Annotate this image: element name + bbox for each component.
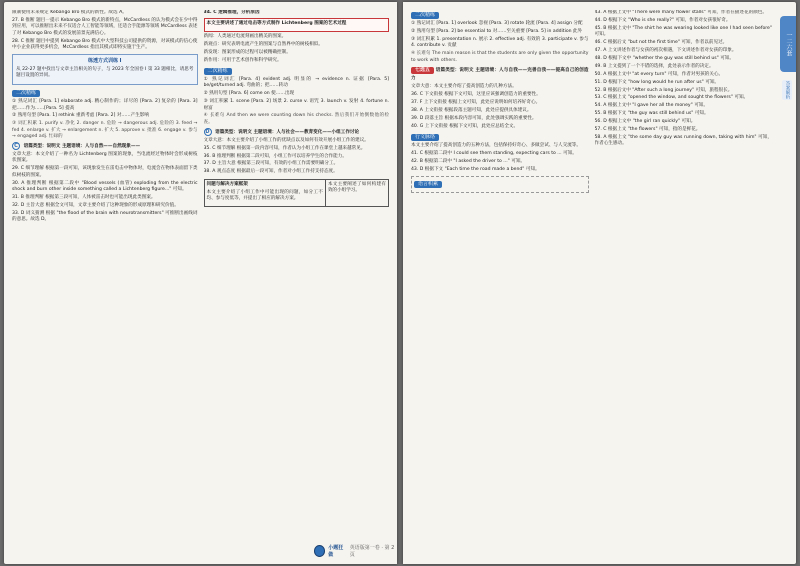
- reading-title: 语篇类型：说明文 主题语境：人与自我——完善自我——提高自己的创造力: [411, 68, 589, 82]
- text-paragraph: 36. C 下文衔接 根据下文可知，这里应该强调创造力的重要性。: [411, 92, 541, 98]
- text-paragraph: ④ 长难句 The main reason is that the students are only given the opportunity to work with others.: [411, 51, 589, 63]
- text-paragraph: 新观点：研究表明电流产生的图案与自然界中的树枝相似。: [203, 42, 323, 48]
- section-tag: 二次精练: [12, 90, 40, 97]
- reading-header: [411, 65, 589, 82]
- text-paragraph: ② 熟用句型 [Para. 6] come on 使……出现: [203, 91, 295, 97]
- answer-guide-chip: 答案解析: [782, 80, 792, 100]
- reading-label-icon: C: [12, 142, 20, 150]
- text-paragraph: 27. B 推断 题目一提示 Kebango Bro 模式的新特点，McCardless 的认为模式会在少中得到应用，可以推断出未来不仅适合人工智能等领域，还适合手能源等领域 McCardless 表述了对 Kebango Bro 模式的发展前景充满信心。: [12, 17, 198, 36]
- text-paragraph: 47. A 上文讲述作者与女孩的初次相遇，下文讲述作者对女孩的印象。: [594, 48, 737, 54]
- text-paragraph: ③ 词汇积累 1. presentation n. 展示 2. effective adj. 有效的 3. participate v. 参与 4. contribute v. 贡献: [411, 36, 589, 49]
- summary-callout: [204, 18, 390, 32]
- text-paragraph: ③ 词汇积累 1. scene [Para. 2] 场景 2. curse v. 诅咒 3. launch v. 发射 4. fortune n. 财富: [203, 99, 389, 111]
- text-paragraph: 限制使用未来规定 Kebango Bro 模式的新性。故选 A。: [12, 10, 127, 15]
- text-paragraph: 52. B 根据后文中 "After such a long journey" 可知，旅程很长。: [594, 87, 733, 93]
- text-paragraph: 37. F 上下文衔接 根据上文可知，此处应说明如何培养好奇心。: [411, 100, 541, 106]
- text-paragraph: ② 熟用句型 [Para. 2] be essential to 对……至关重要 [Para. 5] in addition 此外: [411, 28, 583, 34]
- reading-header: [12, 142, 198, 150]
- text-paragraph: 50. A 根据上文中 "at every turn" 可知，作者对男孩的关心。: [594, 71, 724, 77]
- text-paragraph: 文章大意：本文主要介绍了提高创造力的几种方法。: [411, 84, 517, 90]
- problem-solution-table: [204, 179, 390, 207]
- table-left-text: 本文主要介绍了小组工作中可能出现的问题，如分工不均、参与度低等，并提出了相应的解决方案。: [206, 189, 323, 202]
- text-paragraph: 42. B 根据第二段中 "I asked the driver to ..." 可知。: [411, 158, 526, 164]
- text-paragraph: 本文主要介绍了提高创造力的五种方法，包括保持好奇心、多做尝试、与人交流等。: [411, 142, 581, 148]
- text-paragraph: 48. D 根据下文中 "whether the guy was still behind us" 可知。: [594, 55, 734, 61]
- left-page: [4, 2, 397, 564]
- section-tag: 语言积累: [414, 181, 442, 188]
- text-paragraph: ③ 词汇积累 1. purify v. 净化 2. danger n. 危险 → dangerous adj. 危险的 3. feed → fed 4. enlarge v. 扩大 → enlargement n. 扩大 5. approve v. 批准 6. engage v. 参与 → engaged adj. 忙碌的: [12, 121, 198, 140]
- text-paragraph: 54. A 根据上文中 "I gave her all the money" 可知。: [594, 103, 708, 109]
- text-paragraph: ④ 长难句 And then we were counting down his checks. 然后我们开始倒数他的检查。: [203, 113, 389, 125]
- section-tag: 行文脉络: [411, 134, 439, 141]
- left-page-footer: [314, 544, 397, 558]
- table-right-cell: [326, 180, 388, 206]
- text-paragraph: 44. D 根据下文 "Who is she really?" 可知，作者对女孩很好奇。: [594, 17, 731, 23]
- text-paragraph: 43. D 根据下文 "Each time the road made a bend" 可知。: [411, 166, 540, 172]
- practice-box-title: 练透方式训练 I: [87, 58, 122, 65]
- table-right-text: 本文主要阐述了如何构建有效的小组学习。: [327, 181, 386, 194]
- section-tag: 二次精练: [411, 12, 439, 19]
- right-column-2: [595, 10, 773, 540]
- text-paragraph: 39. D 段落主旨 根据本段内容可知，此处强调实践的重要性。: [411, 115, 537, 121]
- text-paragraph: 38. A 观点态度 根据最后一段可知，作者对小组工作持支持态度。: [203, 169, 338, 175]
- text-paragraph: ① 熟记词汇 [Para. 1] elaborate adj. 精心制作的；详尽的 [Para. 2] 复杂的 [Para. 3] 把……作为……[Para. 5] 提高: [12, 99, 198, 111]
- book-spread: [4, 2, 796, 564]
- chapter-side-tab: 一二六套: [780, 16, 796, 72]
- right-column-1: [411, 10, 589, 540]
- text-paragraph: ① 熟记词汇 [Para. 4] evident adj. 明显的 → evidence n. 证据 [Para. 5] be/get/turned adj. 弯曲的；把……转动: [203, 76, 389, 89]
- practice-box-text: 从 22-27 题中找出与文章主旨相关的句子，与 2023 年全国卷 I 第 33 题相比，请思考题目设置的异同。: [16, 66, 194, 79]
- text-paragraph: ② 熟用句型 [Para. 1] rethink 重新考虑 [Para. 2] 对……产生影响: [12, 113, 149, 119]
- text-paragraph: 新发现：图案形成的过程可以被精确控制。: [203, 50, 291, 56]
- text-paragraph: ① 熟记词汇 [Para. 1] overlook 忽视 [Para. 3] rotate 轮流 [Para. 4] assign 分配: [411, 21, 583, 26]
- text-paragraph: 38. A 上文衔接 根据段落主题可知，此处应提供具体建议。: [411, 108, 532, 114]
- reading-header: [204, 128, 390, 136]
- text-paragraph: 46. C 根据后文 "but not the first time" 可知，作者以前见过。: [594, 40, 728, 46]
- callout-text: 本文主要讲述了通过电击等方式制作 Lichtenberg 图案的艺术过程: [206, 21, 347, 27]
- text-paragraph: 32. D 主旨大意 根据全文可知，文章主要介绍了这种现象的形成原理和研究价值。: [12, 202, 179, 208]
- text-paragraph: 新作用：可用于艺术创作和科学研究。: [203, 58, 282, 64]
- text-paragraph: 37. D 主旨大意 根据第三段可知，有效的小组工作需要明确分工。: [203, 161, 339, 167]
- reading-label-tag: 七选五: [411, 67, 434, 74]
- reading-label-icon: D: [205, 128, 210, 135]
- text-paragraph: 31. B 推理判断 根据第三段可知，人体被雷击时也可能出现此类图案。: [12, 194, 156, 200]
- text-paragraph: 29. C 细节理解 根据第一段可知，该现象发生在雷电击中物体时，电流会在物体表面留下类似树枝的图案。: [12, 166, 198, 178]
- text-paragraph: 34. C 逻辑推理，分析原因: [203, 10, 260, 15]
- reading-title: 语篇类型：说明文 主题语境：人与自然——自然现象——: [23, 144, 141, 150]
- text-paragraph: 文章大意：本文介绍了一种名为 Lichtenberg 图案的现象，当电流经过物体时会形成树枝状图案。: [12, 152, 198, 164]
- left-column-1: [12, 10, 198, 540]
- text-paragraph: 53. C 根据上文 "opened the window, and sought the flowers" 可知。: [594, 95, 749, 101]
- brand-logo-icon: [314, 545, 325, 557]
- practice-box: [12, 54, 198, 85]
- text-paragraph: 新闻：人类通过电流刻画出精美的图案。: [203, 34, 287, 40]
- text-paragraph: 58. A 根据上文 "the some day guy was running down, taking with him" 可知，作者心生感动。: [594, 135, 772, 147]
- text-paragraph: 57. C 根据上文 "the flowers" 可知，指的是鲜花。: [594, 127, 701, 133]
- text-paragraph: 40. G 上下文衔接 根据下文可知，此处应总结全文。: [411, 123, 519, 129]
- text-paragraph: 41. C 根据第二段中 I could see them standing, expecting cars to ... 可知。: [411, 150, 577, 156]
- table-title: 问题与解决方案框架: [206, 181, 248, 187]
- table-left-cell: [205, 180, 326, 206]
- right-page: [403, 2, 796, 564]
- text-paragraph: 56. D 根据上文中 "the girl ran quickly" 可知。: [594, 119, 696, 125]
- text-paragraph: 51. D 根据下文 "how long would he run after us" 可知。: [594, 79, 720, 85]
- reading-title: 语篇类型：说明文 主题语境：人与社会——教育变化——小组工作讨论: [215, 129, 360, 135]
- text-paragraph: 36. B 推理判断 根据第二段可知，小组工作可以培养学生的合作能力。: [203, 153, 347, 159]
- text-paragraph: 文章大意：本文主要介绍了小组工作的优缺点以及如何有效开展小组工作的建议。: [203, 137, 369, 143]
- text-paragraph: 30. A 推理判断 根据第二段中 "Blood vessels (血管) exploding from the electric shock and burn other inside something called a Lichtenberg figure..." 可知。: [12, 180, 198, 193]
- footer-text: 英语版第一卷 · 第 2 页: [349, 545, 395, 558]
- brand-name: 小题狂做: [328, 545, 344, 558]
- text-paragraph: 43. A 根据上文中 "There were many flower stalls" 可知，作者在描述花的颜色。: [594, 10, 767, 15]
- text-paragraph: 45. B 根据上文中 "The shirt he was wearing looked like one I had seen before" 可知。: [594, 25, 772, 38]
- section-tag: 二次精练: [204, 68, 232, 75]
- left-column-2: [204, 10, 390, 540]
- text-paragraph: 49. B 上文提到了一个不错的选择，此处表示作者的决定。: [594, 63, 714, 69]
- text-paragraph: 28. C 推断 题目中提到 Kebango Bro 模式中大型科技公司提供的资源，对该模式的信心使中小企业获得更多机会，McCardless 指出其模式即将实施于生产。: [12, 38, 198, 51]
- text-paragraph: 33. D 词义猜测 根据 "the flood of the brain with neurotransmitters" 可推断出画线词的意思。故选 D。: [12, 210, 198, 223]
- text-paragraph: 35. C 细节理解 根据第一段内容可知，作者认为小组工作在课堂上越来越常见。: [203, 145, 366, 151]
- language-accumulation-box: [411, 176, 589, 193]
- text-paragraph: 55. B 根据下文 "the guy was still behind us" 可知。: [594, 111, 709, 117]
